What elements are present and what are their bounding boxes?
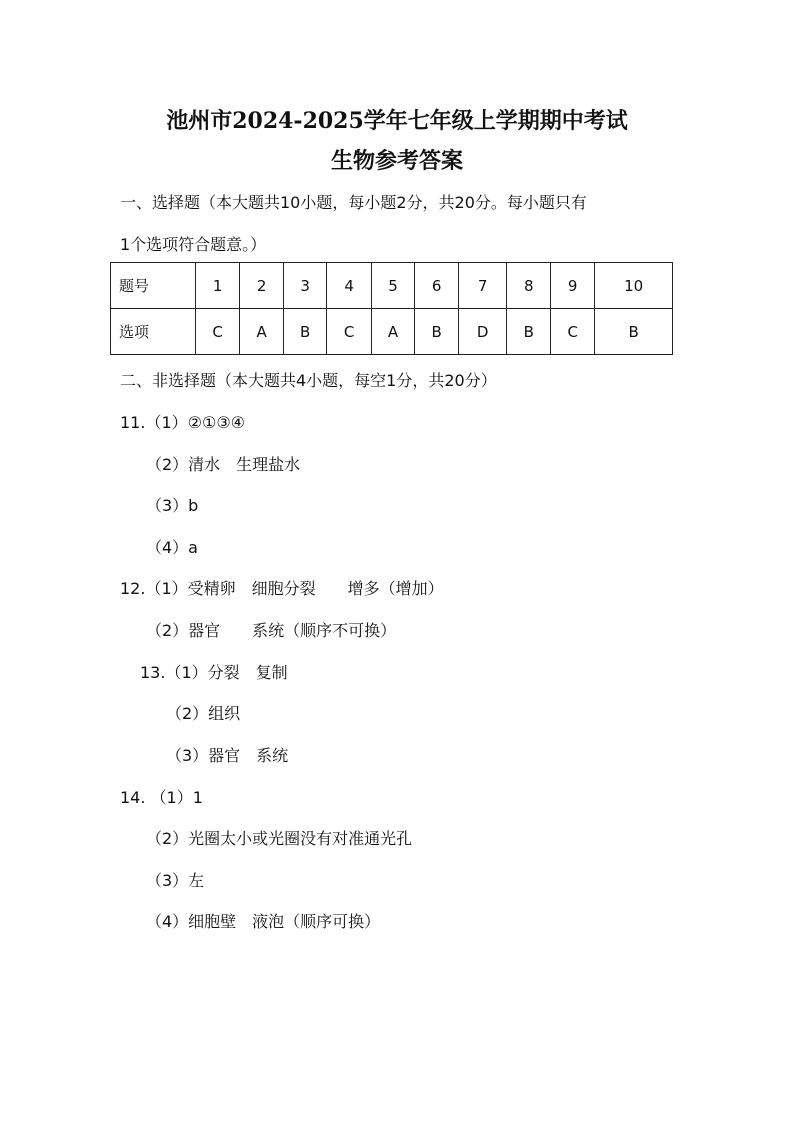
answer-cell: D xyxy=(458,309,507,355)
answer-line: 11.（1）②①③④ xyxy=(120,413,246,432)
answer-line: （2）组织 xyxy=(166,704,241,723)
page-title: 池州市2024-2025学年七年级上学期期中考试 xyxy=(166,108,628,134)
question-number: 10 xyxy=(595,263,673,309)
row-header-answer: 选项 xyxy=(111,309,196,355)
answer-cell: C xyxy=(196,309,240,355)
answer-line: 14. （1）1 xyxy=(120,788,203,807)
answer-line: （2）清水 生理盐水 xyxy=(146,455,301,474)
answer-line: 12.（1）受精卵 细胞分裂 增多（增加） xyxy=(120,579,444,598)
answer-line: （2）器官 系统（顺序不可换） xyxy=(146,621,397,640)
answer-cell: C xyxy=(551,309,595,355)
answer-cell: B xyxy=(595,309,673,355)
answer-cell: B xyxy=(283,309,327,355)
question-number: 5 xyxy=(371,263,415,309)
question-number: 4 xyxy=(327,263,371,309)
answer-cell: B xyxy=(415,309,459,355)
answer-cell: B xyxy=(507,309,551,355)
section1-intro-cont: 1个选项符合题意。） xyxy=(120,235,267,254)
answer-line: 13.（1）分裂 复制 xyxy=(140,663,288,682)
answer-line: （4）细胞壁 液泡（顺序可换） xyxy=(146,912,381,931)
answer-line: （4）a xyxy=(146,538,198,557)
question-number: 1 xyxy=(196,263,240,309)
page-subtitle: 生物参考答案 xyxy=(330,148,463,174)
question-number: 8 xyxy=(507,263,551,309)
answer-cell: C xyxy=(327,309,371,355)
section2-intro: 二、非选择题（本大题共4小题，每空1分，共20分） xyxy=(120,371,497,390)
answer-table xyxy=(110,262,673,355)
table-row-answers xyxy=(111,309,673,355)
answer-cell: A xyxy=(371,309,415,355)
question-number: 6 xyxy=(415,263,459,309)
answer-cell: A xyxy=(240,309,284,355)
question-number: 2 xyxy=(240,263,284,309)
answer-line: （2）光圈太小或光圈没有对准通光孔 xyxy=(146,829,413,848)
question-number: 9 xyxy=(551,263,595,309)
row-header-number: 题号 xyxy=(111,263,196,309)
question-number: 7 xyxy=(458,263,507,309)
answer-line: （3）器官 系统 xyxy=(166,746,289,765)
answer-line: （3）b xyxy=(146,496,199,515)
question-number: 3 xyxy=(283,263,327,309)
table-row-numbers xyxy=(111,263,673,309)
section1-intro: 一、选择题（本大题共10小题，每小题2分，共20分。每小题只有 xyxy=(120,193,587,212)
answer-line: （3）左 xyxy=(146,871,205,890)
